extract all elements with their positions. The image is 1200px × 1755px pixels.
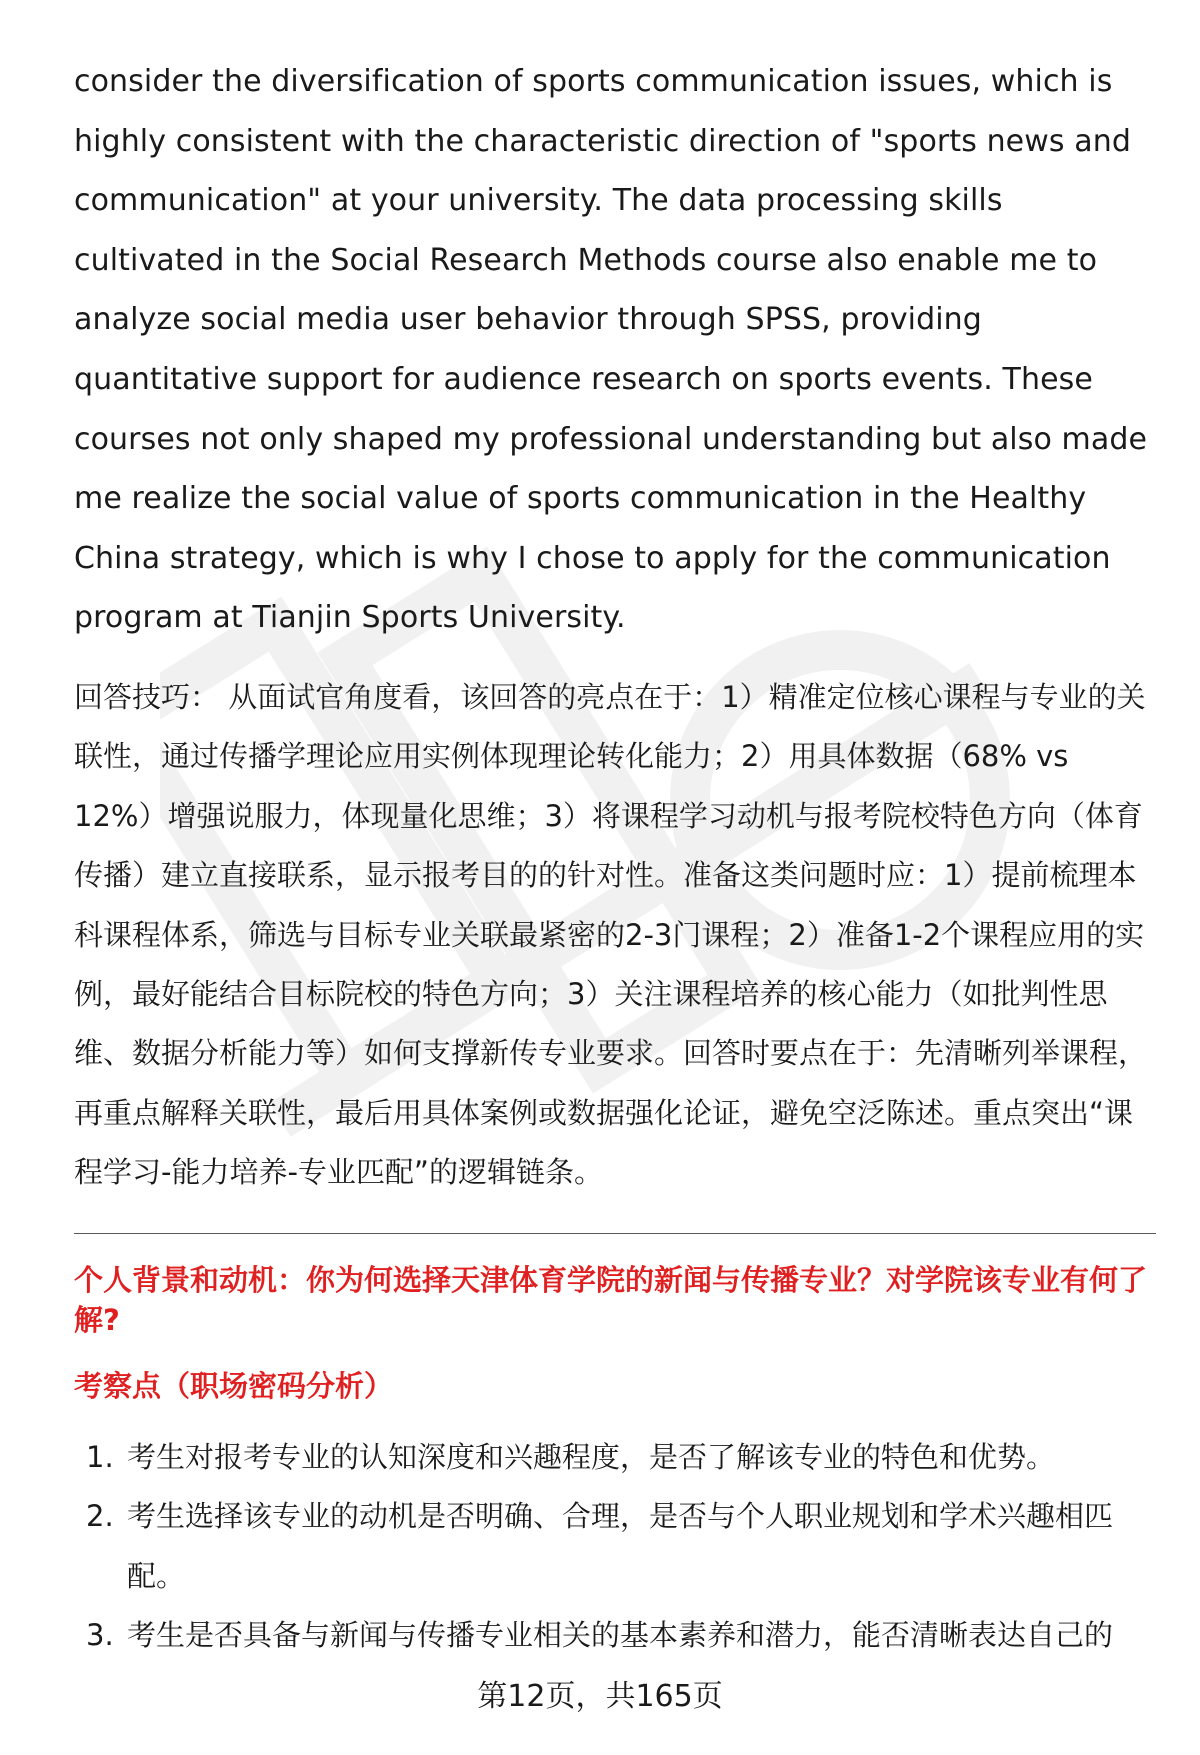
list-item-number: 1. xyxy=(86,1439,114,1474)
list-item-text: 考生对报考专业的认知深度和兴趣程度，是否了解该专业的特色和优势。 xyxy=(127,1439,1056,1474)
page-footer: 第12页，共165页 xyxy=(477,1679,723,1714)
answer-tips-paragraph: 回答技巧： 从面试官角度看，该回答的亮点在于：1）精准定位核心课程与专业的关联性，通过传播学理论应用实例体现理论转化能力；2）用具体数据（68% vs 12%）增强说服力，体现量化思维；3）将课程学习动机与报考院校特色方向（体育传播）建立直接联系，显示报考目的的针对性。准备这类问题时应：1）提前梳理本科课程体系，筛选与目标专业关联最紧密的2-3门课程；2）准备1-2个课程应用的实例，最好能结合目标院校的特色方向；3）关注课程培养的核心能力（如批判性思维、数据分析能力等）如何支撑新传专业要求。回答时要点在于：先清晰列举课程，再重点解释关联性，最后用具体案例或数据强化论证，避免空泛陈述。重点突出“课程学习-能力培养-专业匹配”的逻辑链条。 xyxy=(74,679,1148,1190)
assessment-points-list xyxy=(74,1428,1154,1666)
list-item xyxy=(74,1487,1154,1606)
list-item xyxy=(74,1428,1154,1488)
page-content xyxy=(74,52,1154,1666)
question-title: 个人背景和动机：你为何选择天津体育学院的新闻与传播专业？对学院该专业有何了解? xyxy=(74,1262,1148,1337)
section-divider xyxy=(74,1233,1156,1234)
list-item-text: 考生是否具备与新闻与传播专业相关的基本素养和潜力，能否清晰表达自己的 xyxy=(127,1618,1114,1653)
list-item xyxy=(74,1606,1154,1666)
list-item-text: 考生选择该专业的动机是否明确、合理，是否与个人职业规划和学术兴趣相匹配。 xyxy=(127,1499,1114,1593)
assessment-heading: 考察点（职场密码分析） xyxy=(74,1368,394,1403)
english-paragraph: consider the diversification of sports communication issues, which is highly consistent with the characteristic direction of "sports news and communication" at your university. The data processing skills cultivated in the Social Research Methods course also enable me to analyze social media user behavior through SPSS, providing quantitative support for audience research on sports events. These courses not only shaped my professional understanding but also made me realize the social value of sports communication in the Healthy China strategy, which is why I chose to apply for the communication program at Tianjin Sports University. xyxy=(74,64,1148,636)
list-item-number: 2. xyxy=(86,1499,114,1534)
list-item-number: 3. xyxy=(86,1618,114,1653)
